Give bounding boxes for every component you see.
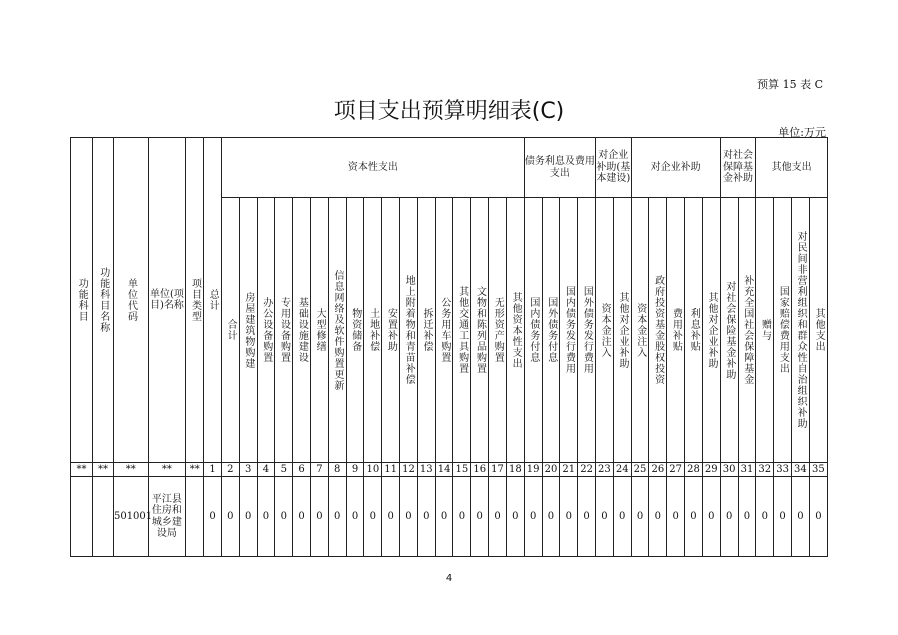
data-value-4: 0 bbox=[257, 477, 275, 557]
header-col-23: 资本金注入 bbox=[595, 198, 613, 463]
index-num-14: 14 bbox=[435, 463, 453, 477]
index-num-8: 8 bbox=[328, 463, 346, 477]
header-col-31: 补充全国社会保障基金 bbox=[738, 198, 756, 463]
index-num-32: 32 bbox=[756, 463, 774, 477]
data-value-6: 0 bbox=[293, 477, 311, 557]
index-num-1: 1 bbox=[204, 463, 222, 477]
data-value-25: 0 bbox=[631, 477, 649, 557]
data-value-15: 0 bbox=[453, 477, 471, 557]
data-value-8: 0 bbox=[328, 477, 346, 557]
data-value-29: 0 bbox=[702, 477, 720, 557]
index-num-3: 3 bbox=[239, 463, 257, 477]
header-func-code: 功能科目 bbox=[71, 138, 93, 463]
header-col-13: 拆迁补偿 bbox=[417, 198, 435, 463]
index-num-4: 4 bbox=[257, 463, 275, 477]
header-col-21: 国内债务发行费用 bbox=[560, 198, 578, 463]
data-value-10: 0 bbox=[364, 477, 382, 557]
group-other: 其他支出 bbox=[756, 138, 828, 198]
header-col-20: 国外债务付息 bbox=[542, 198, 560, 463]
data-value-11: 0 bbox=[382, 477, 400, 557]
data-value-32: 0 bbox=[756, 477, 774, 557]
index-num-23: 23 bbox=[595, 463, 613, 477]
data-value-13: 0 bbox=[417, 477, 435, 557]
header-col-30: 对社会保险基金补助 bbox=[720, 198, 738, 463]
data-value-23: 0 bbox=[595, 477, 613, 557]
index-num-35: 35 bbox=[809, 463, 827, 477]
index-num-16: 16 bbox=[471, 463, 489, 477]
header-total: 总计 bbox=[204, 138, 222, 463]
header-col-18: 其他资本性支出 bbox=[506, 198, 524, 463]
group-debt: 债务利息及费用支出 bbox=[524, 138, 595, 198]
index-num-29: 29 bbox=[702, 463, 720, 477]
data-value-12: 0 bbox=[400, 477, 418, 557]
group-capital: 资本性支出 bbox=[221, 138, 524, 198]
data-value-33: 0 bbox=[774, 477, 792, 557]
data-project-type bbox=[186, 477, 204, 557]
header-col-11: 安置补助 bbox=[382, 198, 400, 463]
index-star-2: ** bbox=[93, 463, 114, 477]
index-num-24: 24 bbox=[613, 463, 631, 477]
index-num-5: 5 bbox=[275, 463, 293, 477]
index-num-6: 6 bbox=[293, 463, 311, 477]
index-num-30: 30 bbox=[720, 463, 738, 477]
index-num-10: 10 bbox=[364, 463, 382, 477]
data-value-34: 0 bbox=[791, 477, 809, 557]
index-num-34: 34 bbox=[791, 463, 809, 477]
data-value-22: 0 bbox=[578, 477, 596, 557]
index-num-31: 31 bbox=[738, 463, 756, 477]
header-col-29: 其他对企业补助 bbox=[702, 198, 720, 463]
index-star-3: ** bbox=[113, 463, 148, 477]
index-num-15: 15 bbox=[453, 463, 471, 477]
data-value-3: 0 bbox=[239, 477, 257, 557]
data-value-17: 0 bbox=[489, 477, 507, 557]
group-enterprise: 对企业补助 bbox=[631, 138, 720, 198]
header-col-34: 对民间非营利组织和群众性自治组织补助 bbox=[791, 198, 809, 463]
index-num-7: 7 bbox=[310, 463, 328, 477]
budget-table bbox=[70, 137, 828, 557]
data-value-20: 0 bbox=[542, 477, 560, 557]
header-col-16: 文物和陈列品购置 bbox=[471, 198, 489, 463]
data-value-18: 0 bbox=[506, 477, 524, 557]
header-col-32: 赠与 bbox=[756, 198, 774, 463]
page-number: 4 bbox=[445, 573, 453, 584]
header-col-33: 国家赔偿费用支出 bbox=[774, 198, 792, 463]
data-value-9: 0 bbox=[346, 477, 364, 557]
data-value-24: 0 bbox=[613, 477, 631, 557]
data-value-30: 0 bbox=[720, 477, 738, 557]
header-unit-code: 单位代码 bbox=[113, 138, 148, 463]
header-col-35: 其他支出 bbox=[809, 198, 827, 463]
header-col-9: 物资储备 bbox=[346, 198, 364, 463]
header-col-25: 资本金注入 bbox=[631, 198, 649, 463]
index-num-13: 13 bbox=[417, 463, 435, 477]
header-col-3: 房屋建筑物购建 bbox=[239, 198, 257, 463]
header-col-28: 利息补贴 bbox=[685, 198, 703, 463]
data-unit-code: 501001 bbox=[113, 477, 148, 557]
index-num-9: 9 bbox=[346, 463, 364, 477]
data-value-5: 0 bbox=[275, 477, 293, 557]
header-project-type: 项目类型 bbox=[186, 138, 204, 463]
header-col-19: 国内债务付息 bbox=[524, 198, 542, 463]
header-col-8: 信息网络及软件购置更新 bbox=[328, 198, 346, 463]
header-col-26: 政府投资基金股权投资 bbox=[649, 198, 667, 463]
data-value-19: 0 bbox=[524, 477, 542, 557]
header-unit-name: 单位(项目)名称 bbox=[148, 138, 186, 463]
data-value-21: 0 bbox=[560, 477, 578, 557]
index-num-25: 25 bbox=[631, 463, 649, 477]
header-col-12: 地上附着物和青苗补偿 bbox=[400, 198, 418, 463]
data-unit-name: 平江县住房和城乡建设局 bbox=[148, 477, 186, 557]
index-num-20: 20 bbox=[542, 463, 560, 477]
data-value-28: 0 bbox=[685, 477, 703, 557]
data-value-1: 0 bbox=[204, 477, 222, 557]
index-num-22: 22 bbox=[578, 463, 596, 477]
form-code: 预算 15 表 C bbox=[757, 78, 823, 91]
index-star-5: ** bbox=[186, 463, 204, 477]
group-enterprise-capital: 对企业补助(基本建设) bbox=[595, 138, 631, 198]
data-value-26: 0 bbox=[649, 477, 667, 557]
header-func-name: 功能科目名称 bbox=[93, 138, 114, 463]
index-num-2: 2 bbox=[221, 463, 239, 477]
index-num-28: 28 bbox=[685, 463, 703, 477]
page-title: 项目支出预算明细表(C) bbox=[333, 99, 565, 124]
index-num-11: 11 bbox=[382, 463, 400, 477]
group-social: 对社会保障基金补助 bbox=[720, 138, 756, 198]
header-col-14: 公务用车购置 bbox=[435, 198, 453, 463]
header-col-22: 国外债务发行费用 bbox=[578, 198, 596, 463]
header-col-24: 其他对企业补助 bbox=[613, 198, 631, 463]
data-func-code bbox=[71, 477, 93, 557]
header-col-5: 专用设备购置 bbox=[275, 198, 293, 463]
header-col-4: 办公设备购置 bbox=[257, 198, 275, 463]
unit-label: 单位:万元 bbox=[778, 126, 826, 139]
index-star-1: ** bbox=[71, 463, 93, 477]
data-func-name bbox=[93, 477, 114, 557]
index-num-21: 21 bbox=[560, 463, 578, 477]
header-col-10: 土地补偿 bbox=[364, 198, 382, 463]
index-num-27: 27 bbox=[667, 463, 685, 477]
header-col-6: 基础设施建设 bbox=[293, 198, 311, 463]
data-value-14: 0 bbox=[435, 477, 453, 557]
index-num-17: 17 bbox=[489, 463, 507, 477]
header-col-27: 费用补贴 bbox=[667, 198, 685, 463]
data-value-7: 0 bbox=[310, 477, 328, 557]
data-value-27: 0 bbox=[667, 477, 685, 557]
index-num-12: 12 bbox=[400, 463, 418, 477]
header-col-2: 合计 bbox=[221, 198, 239, 463]
index-num-33: 33 bbox=[774, 463, 792, 477]
header-col-7: 大型修缮 bbox=[310, 198, 328, 463]
header-col-17: 无形资产购置 bbox=[489, 198, 507, 463]
index-num-18: 18 bbox=[506, 463, 524, 477]
index-star-4: ** bbox=[148, 463, 186, 477]
index-num-19: 19 bbox=[524, 463, 542, 477]
data-value-35: 0 bbox=[809, 477, 827, 557]
header-col-15: 其他交通工具购置 bbox=[453, 198, 471, 463]
index-num-26: 26 bbox=[649, 463, 667, 477]
data-value-2: 0 bbox=[221, 477, 239, 557]
data-value-16: 0 bbox=[471, 477, 489, 557]
data-value-31: 0 bbox=[738, 477, 756, 557]
